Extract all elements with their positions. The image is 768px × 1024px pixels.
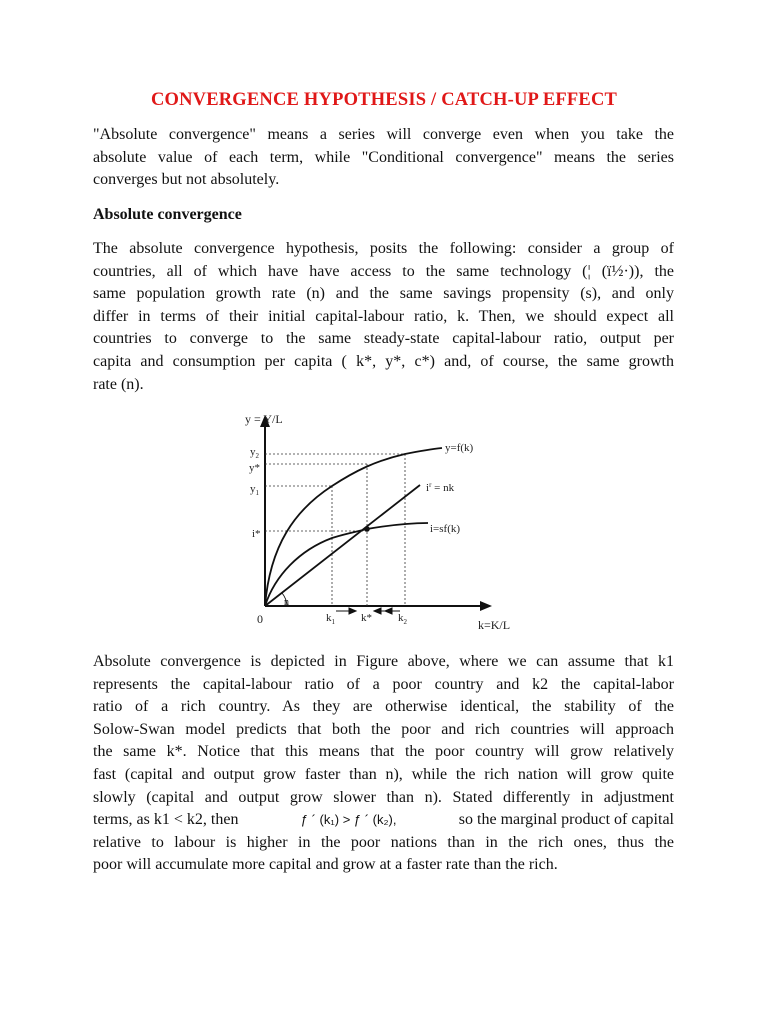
- tick-y2-sub: 2: [255, 452, 259, 460]
- y-axis-label: y = Y/L: [245, 412, 283, 426]
- tick-kstar: k*: [361, 612, 372, 624]
- explanation-line: terms, as k1 < k2, then: [93, 811, 239, 829]
- tick-istar: i*: [252, 528, 261, 540]
- tick-k1: [326, 612, 336, 626]
- explanation-line: slowly (capital and output grow slower than n). Stated differently in adjustment: [93, 788, 674, 806]
- origin-label: 0: [257, 612, 263, 626]
- tick-y1-base: y: [250, 483, 256, 495]
- intro-line: converges but not absolutely.: [93, 171, 280, 189]
- intro-line: absolute value of each term, while "Conditional convergence" means the series: [93, 148, 674, 166]
- tick-y1: [250, 483, 260, 497]
- investment-line-label-rest: = nk: [431, 482, 455, 494]
- investment-line: [265, 485, 420, 606]
- savings-curve-label: i=sf(k): [430, 523, 461, 535]
- explanation-line: fast (capital and output grow faster than n), while the rich nation will grow quite: [93, 765, 674, 783]
- explanation-line-tail: so the marginal product of capital: [458, 811, 674, 829]
- hypothesis-line: differ in terms of their initial capital-labour ratio, k. Then, we should expect all: [93, 307, 674, 325]
- tick-k2: [398, 612, 408, 626]
- tick-y2-base: y: [250, 446, 256, 458]
- explanation-line: Solow-Swan model predicts that both the poor and rich countries will approach: [93, 720, 674, 738]
- explanation-line: relative to labour is higher in the poor nations than in the rich ones, thus the: [93, 833, 674, 851]
- explanation-line: the same k*. Notice that this means that the poor country will grow relatively: [93, 743, 674, 761]
- explanation-line: represents the capital-labour ratio of a poor country and k2 the capital-labor: [93, 675, 674, 693]
- guide-lines: [265, 454, 405, 606]
- page-title: CONVERGENCE HYPOTHESIS / CATCH-UP EFFECT: [150, 90, 618, 110]
- hypothesis-line: same population growth rate (n) and the same savings propensity (s), and only: [93, 285, 674, 303]
- tick-k2-sub: 2: [403, 618, 407, 626]
- explanation-line: ratio of a rich country. As they are otherwise identical, the stability of the: [93, 698, 674, 716]
- investment-line-label-base: i: [426, 482, 430, 494]
- tick-k1-base: k: [326, 612, 332, 624]
- explanation-line: poor will accumulate more capital and grow at a faster rate than the rich.: [93, 856, 558, 874]
- solow-diagram: [240, 405, 530, 635]
- steady-state-point: [364, 526, 370, 532]
- tick-k2-base: k: [398, 612, 404, 624]
- slope-angle-label: n: [284, 597, 289, 608]
- arrow-left-icon: [374, 608, 381, 614]
- x-axis-label: k=K/L: [478, 618, 511, 632]
- tick-ystar: y*: [249, 462, 260, 474]
- production-curve-label: y=f(k): [445, 442, 474, 454]
- hypothesis-line: rate (n).: [93, 375, 144, 393]
- hypothesis-paragraph: [93, 238, 674, 396]
- intro-paragraph: [93, 124, 674, 192]
- hypothesis-line: countries, all of which have have access to the same technology (¦ (ï½·)), the: [93, 262, 674, 280]
- arrow-left-icon-2: [385, 608, 392, 614]
- x-axis-arrow-icon: [480, 601, 492, 611]
- section-heading: Absolute convergence: [93, 206, 242, 223]
- arrow-right-icon: [349, 608, 356, 614]
- investment-line-label: [426, 481, 455, 494]
- intro-line: "Absolute convergence" means a series will converge even when you take the: [93, 126, 674, 143]
- explanation-formula-line: [93, 809, 674, 832]
- hypothesis-line: capita and consumption per capita ( k*, y*, c*) and, of course, the same growth: [93, 352, 674, 370]
- hypothesis-line: The absolute convergence hypothesis, posits the following: consider a group of: [93, 240, 674, 257]
- production-curve: [265, 448, 442, 606]
- investment-line-label-sup: r: [429, 481, 432, 489]
- savings-curve: [265, 523, 428, 606]
- tick-k1-sub: 1: [331, 618, 335, 626]
- tick-y1-sub: 1: [255, 489, 259, 497]
- tick-y2: [250, 446, 260, 460]
- explanation-line: Absolute convergence is depicted in Figure above, where we can assume that k1: [93, 653, 674, 670]
- explanation-paragraph: [93, 651, 674, 877]
- marginal-product-formula: ƒ ´ (k₁) > ƒ ´ (k₂),: [300, 812, 397, 828]
- hypothesis-line: countries to converge to the same steady-state capital-labour ratio, output per: [93, 330, 674, 348]
